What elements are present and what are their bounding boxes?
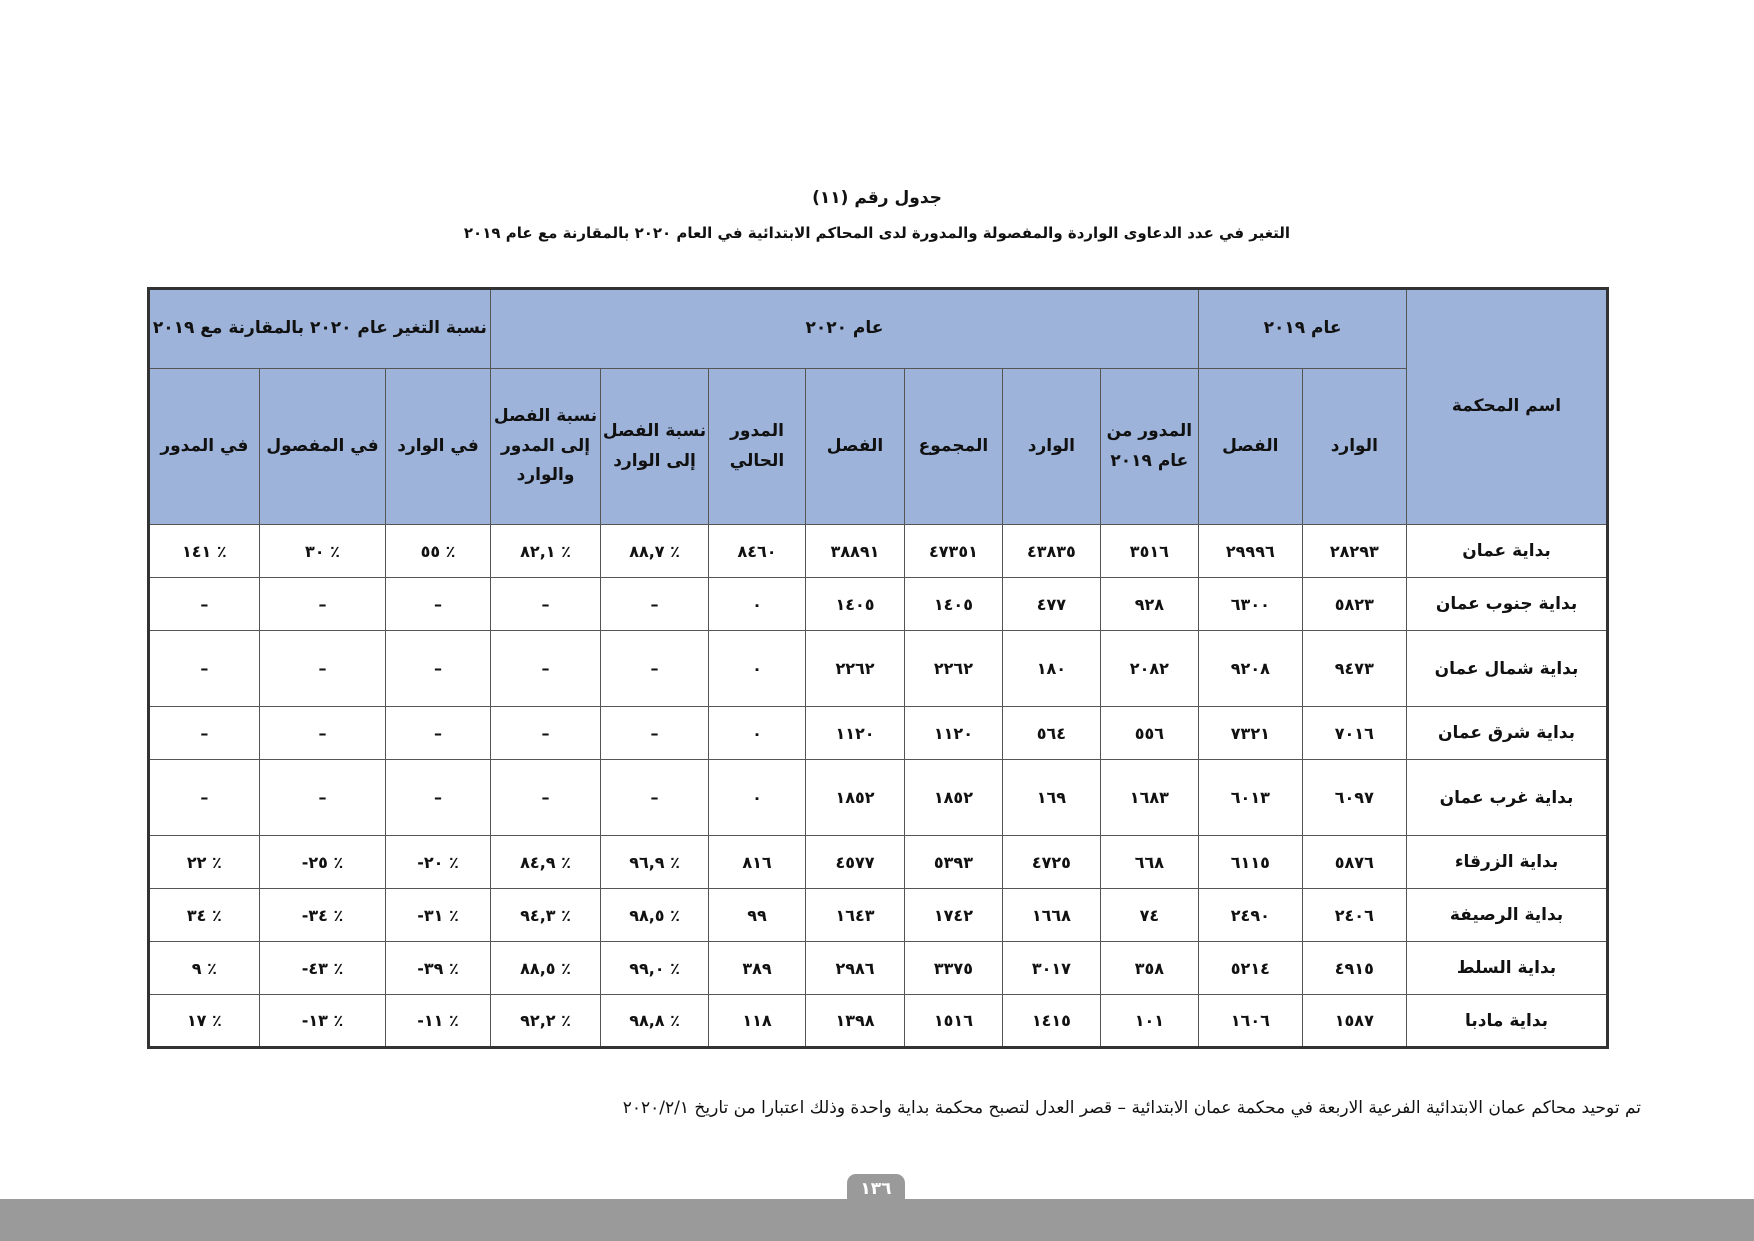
value-cell: ٪ ٢٥- [259,836,386,889]
value-cell: ٩٢٨ [1100,578,1198,631]
value-cell: – [386,578,490,631]
table-row [149,707,1608,760]
value-cell: ٪ ٩٦,٩ [601,836,709,889]
footnote: تم توحيد محاكم عمان الابتدائية الفرعية الاربعة في محكمة عمان الابتدائية – قصر العدل لتصبح محكمة بداية واحدة وذلك اعتبارا من تاريخ ٢٠٢٠/٢/١ [622,1098,1641,1118]
value-cell: ٪ ٩٨,٨ [601,995,709,1048]
value-cell: ٣٨٩ [708,942,805,995]
value-cell: ٦٠٩٧ [1302,760,1406,836]
court-name-cell: بداية السلط [1407,942,1608,995]
value-cell: ٣٠١٧ [1003,942,1100,995]
value-cell: ١٦٠٦ [1199,995,1303,1048]
court-name-cell: بداية مادبا [1407,995,1608,1048]
table-row [149,578,1608,631]
value-cell: ١٨٠ [1003,631,1100,707]
header-ratio-decided-incoming: نسبة الفصل إلى الوارد [601,369,709,525]
table-row [149,631,1608,707]
value-cell: – [259,707,386,760]
value-cell: ٪ ٩٤,٣ [490,889,601,942]
header-2019-decided: الفصل [1199,369,1303,525]
header-change-carried: في المدور [149,369,260,525]
value-cell: ٤٩١٥ [1302,942,1406,995]
value-cell: ٧٣٢١ [1199,707,1303,760]
court-name-cell: بداية الرصيفة [1407,889,1608,942]
value-cell: ٠ [708,707,805,760]
value-cell: ٥٦٤ [1003,707,1100,760]
value-cell: ١٦٩ [1003,760,1100,836]
value-cell: ٨٤٦٠ [708,525,805,578]
header-change-decided: في المفصول [259,369,386,525]
header-2020-carried-from-2019: المدور من عام ٢٠١٩ [1100,369,1198,525]
value-cell: ٪ ٨٢,١ [490,525,601,578]
court-name-cell: بداية شمال عمان [1407,631,1608,707]
value-cell: ٥٣٩٣ [904,836,1002,889]
value-cell: ٠ [708,578,805,631]
value-cell: – [490,760,601,836]
table-row [149,760,1608,836]
table-row [149,525,1608,578]
header-court: اسم المحكمة [1407,289,1608,525]
header-2020-incoming: الوارد [1003,369,1100,525]
value-cell: – [601,578,709,631]
value-cell: ٪ ٩٢,٢ [490,995,601,1048]
court-name-cell: بداية الزرقاء [1407,836,1608,889]
value-cell: ٦٠١٣ [1199,760,1303,836]
value-cell: ٪ ٩ [149,942,260,995]
value-cell: ١١٨ [708,995,805,1048]
header-2020-decided: الفصل [806,369,904,525]
value-cell: ٤٥٧٧ [806,836,904,889]
value-cell: ١١٢٠ [806,707,904,760]
value-cell: ٪ ٢٢ [149,836,260,889]
value-cell: ٣٥١٦ [1100,525,1198,578]
value-cell: ٥٨٧٦ [1302,836,1406,889]
value-cell: ٪ ١٣- [259,995,386,1048]
value-cell: ٩٢٠٨ [1199,631,1303,707]
value-cell: ٣٥٨ [1100,942,1198,995]
value-cell: ٢٤٠٦ [1302,889,1406,942]
value-cell: ٢٤٩٠ [1199,889,1303,942]
value-cell: – [601,760,709,836]
value-cell: ١٥١٦ [904,995,1002,1048]
value-cell: ١٥٨٧ [1302,995,1406,1048]
value-cell: ١٤١٥ [1003,995,1100,1048]
header-2019-incoming: الوارد [1302,369,1406,525]
value-cell: ٤٧٧ [1003,578,1100,631]
value-cell: ٤٧٢٥ [1003,836,1100,889]
value-cell: ٦٣٠٠ [1199,578,1303,631]
table-title: جدول رقم (١١) [812,188,942,208]
court-name-cell: بداية غرب عمان [1407,760,1608,836]
value-cell: ١٨٥٢ [806,760,904,836]
value-cell: – [259,578,386,631]
court-name-cell: بداية عمان [1407,525,1608,578]
table-row [149,995,1608,1048]
value-cell: ١٦٤٣ [806,889,904,942]
table-subtitle: التغير في عدد الدعاوى الواردة والمفصولة والمدورة لدى المحاكم الابتدائية في العام ٢٠٢٠ بالمقارنة مع عام ٢٠١٩ [463,224,1291,242]
value-cell: ٢٢٦٢ [904,631,1002,707]
header-year-2019: عام ٢٠١٩ [1199,289,1407,369]
value-cell: ٪ ٣٩- [386,942,490,995]
value-cell: – [149,760,260,836]
value-cell: ٢٨٢٩٣ [1302,525,1406,578]
value-cell: ٥٥٦ [1100,707,1198,760]
value-cell: ٪ ٩٨,٥ [601,889,709,942]
value-cell: ٥٢١٤ [1199,942,1303,995]
value-cell: – [386,707,490,760]
table-row [149,942,1608,995]
value-cell: ٪ ١٧ [149,995,260,1048]
value-cell: ٤٧٣٥١ [904,525,1002,578]
value-cell: ٧٠١٦ [1302,707,1406,760]
value-cell: ٪ ٣٤- [259,889,386,942]
table-row [149,836,1608,889]
value-cell: ٪ ٥٥ [386,525,490,578]
court-name-cell: بداية شرق عمان [1407,707,1608,760]
value-cell: – [490,578,601,631]
header-2020-total: المجموع [904,369,1002,525]
header-change-incoming: في الوارد [386,369,490,525]
value-cell: ٤٣٨٣٥ [1003,525,1100,578]
value-cell: – [490,707,601,760]
value-cell: ٪ ٤٣- [259,942,386,995]
value-cell: ٪ ٣١- [386,889,490,942]
value-cell: ٢٢٦٢ [806,631,904,707]
value-cell: – [601,707,709,760]
header-change: نسبة التغير عام ٢٠٢٠ بالمقارنة مع ٢٠١٩ [149,289,491,369]
value-cell: ٦٦٨ [1100,836,1198,889]
value-cell: ٢٩٩٩٦ [1199,525,1303,578]
value-cell: – [149,631,260,707]
value-cell: ٪ ١١- [386,995,490,1048]
court-name-cell: بداية جنوب عمان [1407,578,1608,631]
value-cell: ١٦٨٣ [1100,760,1198,836]
value-cell: ٨١٦ [708,836,805,889]
value-cell: ٩٤٧٣ [1302,631,1406,707]
value-cell: ٩٩ [708,889,805,942]
value-cell: ٪ ٢٠- [386,836,490,889]
value-cell: ٢٩٨٦ [806,942,904,995]
value-cell: ١٤٠٥ [806,578,904,631]
value-cell: ٪ ٨٨,٥ [490,942,601,995]
value-cell: ٪ ٣٤ [149,889,260,942]
header-ratio-decided-carried-incoming: نسبة الفصل إلى المدور والوارد [490,369,601,525]
value-cell: ١٨٥٢ [904,760,1002,836]
value-cell: ٦١١٥ [1199,836,1303,889]
value-cell: ٪ ٩٩,٠ [601,942,709,995]
value-cell: ١٦٦٨ [1003,889,1100,942]
header-2020-current-carried: المدور الحالي [708,369,805,525]
value-cell: ٧٤ [1100,889,1198,942]
value-cell: – [490,631,601,707]
value-cell: – [601,631,709,707]
value-cell: – [259,760,386,836]
value-cell: ١٠١ [1100,995,1198,1048]
footer-bar [0,1199,1754,1241]
value-cell: ١٧٤٢ [904,889,1002,942]
value-cell: ٪ ١٤١ [149,525,260,578]
table-row [149,889,1608,942]
table-body [149,525,1608,1048]
value-cell: ١٤٠٥ [904,578,1002,631]
value-cell: – [386,631,490,707]
value-cell: ٪ ٣٠ [259,525,386,578]
value-cell: ٠ [708,631,805,707]
value-cell: – [259,631,386,707]
value-cell: – [149,578,260,631]
value-cell: ٪ ٨٤,٩ [490,836,601,889]
value-cell: – [386,760,490,836]
value-cell: ٪ ٨٨,٧ [601,525,709,578]
page-number: ١٣٦ [847,1174,905,1202]
value-cell: ٠ [708,760,805,836]
value-cell: ١٣٩٨ [806,995,904,1048]
value-cell: ٥٨٢٣ [1302,578,1406,631]
value-cell: ٣٣٧٥ [904,942,1002,995]
value-cell: – [149,707,260,760]
value-cell: ١١٢٠ [904,707,1002,760]
court-cases-table [147,287,1609,1049]
value-cell: ٣٨٨٩١ [806,525,904,578]
header-year-2020: عام ٢٠٢٠ [490,289,1198,369]
value-cell: ٢٠٨٢ [1100,631,1198,707]
